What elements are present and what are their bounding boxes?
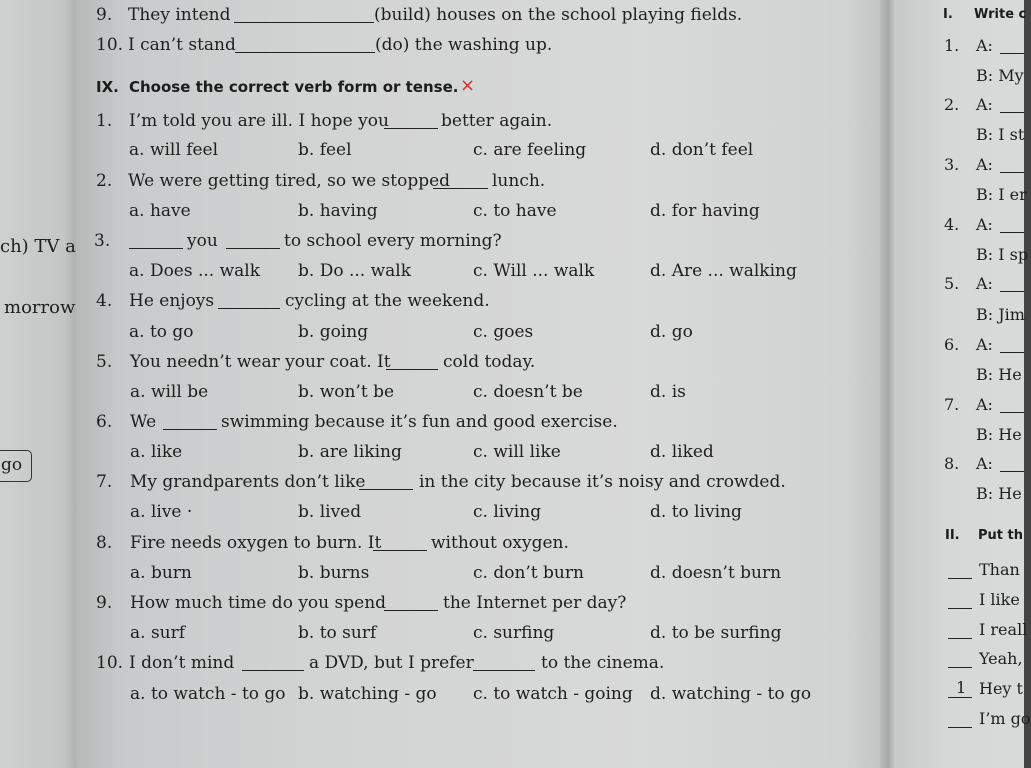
question-text: the Internet per day? xyxy=(443,593,627,613)
option-d[interactable]: d. is xyxy=(650,382,686,402)
option-c[interactable]: c. Will ... walk xyxy=(473,261,595,281)
option-d[interactable]: d. Are ... walking xyxy=(650,261,797,281)
answer-blank[interactable] xyxy=(473,669,535,671)
question-text: a DVD, but I prefer xyxy=(309,653,474,673)
order-blank[interactable] xyxy=(948,726,972,728)
question-text: cycling at the weekend. xyxy=(285,291,490,311)
item-number: 9. xyxy=(96,5,113,25)
option-b[interactable]: b. are liking xyxy=(298,442,402,462)
question-text: to the cinema. xyxy=(541,653,665,673)
dialogue-a: A: xyxy=(976,274,993,293)
order-line-text: I’m go xyxy=(979,709,1031,728)
option-b[interactable]: b. burns xyxy=(298,563,370,583)
section-title: Choose the correct verb form or tense. xyxy=(129,78,459,96)
answer-blank[interactable] xyxy=(1000,351,1024,353)
option-d[interactable]: d. for having xyxy=(650,201,760,221)
order-blank[interactable] xyxy=(948,607,972,609)
question-number: 9. xyxy=(96,593,113,613)
question-text: How much time do you spend xyxy=(130,593,387,613)
red-cross-mark: × xyxy=(460,75,476,96)
question-number: 8. xyxy=(96,533,113,553)
item-text-before: I can’t stand xyxy=(128,35,236,55)
answer-blank[interactable] xyxy=(1000,290,1024,292)
right-section-2-label: II. xyxy=(945,528,960,543)
question-number: 7. xyxy=(96,472,113,492)
dialogue-b: B: My xyxy=(976,66,1024,85)
answer-blank[interactable] xyxy=(1000,111,1024,113)
option-c[interactable]: c. goes xyxy=(473,322,534,342)
option-d[interactable]: d. go xyxy=(650,322,693,342)
question-number: 1. xyxy=(96,111,113,131)
question-text: to school every morning? xyxy=(284,231,502,251)
dialogue-number: 8. xyxy=(944,454,960,473)
dialogue-b: B: Jim xyxy=(976,305,1025,324)
answer-blank[interactable] xyxy=(163,428,217,430)
question-number: 2. xyxy=(96,171,113,191)
question-text: lunch. xyxy=(492,171,546,191)
order-line-text: I like xyxy=(979,590,1020,609)
option-a[interactable]: a. have xyxy=(129,201,191,221)
answer-blank[interactable] xyxy=(386,368,438,370)
right-section-1-label: I. xyxy=(943,7,953,22)
option-b[interactable]: b. to surf xyxy=(298,623,377,643)
question-text: I’m told you are ill. I hope you xyxy=(129,111,389,131)
option-b[interactable]: b. watching - go xyxy=(298,684,437,704)
question-number: 3. xyxy=(94,231,111,251)
right-page xyxy=(894,0,1031,768)
option-b[interactable]: b. feel xyxy=(298,140,352,160)
answer-blank[interactable] xyxy=(1000,171,1024,173)
option-a[interactable]: a. Does ... walk xyxy=(129,261,261,281)
dialogue-number: 5. xyxy=(944,274,960,293)
dialogue-a: A: xyxy=(976,454,993,473)
question-text: I don’t mind xyxy=(129,653,235,673)
option-d[interactable]: d. don’t feel xyxy=(650,140,754,160)
item-text-after: (do) the washing up. xyxy=(375,35,553,55)
answer-blank[interactable] xyxy=(359,488,413,490)
question-text: Fire needs oxygen to burn. It xyxy=(130,533,382,553)
right-section-1-title: Write c xyxy=(974,7,1027,22)
answer-blank[interactable] xyxy=(1000,231,1024,233)
dialogue-a: A: xyxy=(976,36,993,55)
answer-blank[interactable] xyxy=(433,187,488,189)
answer-blank[interactable] xyxy=(384,127,438,129)
question-text: without oxygen. xyxy=(431,533,569,553)
order-line-text: I reall xyxy=(979,620,1028,639)
answer-blank[interactable] xyxy=(218,307,280,309)
answer-blank[interactable] xyxy=(226,247,280,249)
dialogue-number: 7. xyxy=(944,395,960,414)
dialogue-a: A: xyxy=(976,95,993,114)
left-fragment-go: go xyxy=(1,455,23,475)
option-d[interactable]: d. liked xyxy=(650,442,714,462)
order-blank[interactable] xyxy=(948,637,972,639)
question-text: My grandparents don’t like xyxy=(130,472,366,492)
question-number: 10. xyxy=(96,653,124,673)
option-b[interactable]: b. won’t be xyxy=(298,382,395,402)
option-a[interactable]: a. burn xyxy=(130,563,192,583)
question-text: We were getting tired, so we stopped xyxy=(128,171,451,191)
option-c[interactable]: c. don’t burn xyxy=(473,563,584,583)
order-blank[interactable] xyxy=(948,666,972,668)
option-c[interactable]: c. surfing xyxy=(473,623,555,643)
order-line-text: Hey t xyxy=(979,679,1023,698)
answer-blank[interactable] xyxy=(1000,52,1024,54)
dialogue-number: 6. xyxy=(944,335,960,354)
left-fragment-tv: ch) TV a xyxy=(0,236,76,257)
option-a[interactable]: a. like xyxy=(130,442,183,462)
answer-blank[interactable] xyxy=(129,247,183,249)
order-filled-number: 1 xyxy=(956,678,967,697)
dialogue-b: B: He xyxy=(976,365,1022,384)
answer-blank[interactable] xyxy=(234,21,374,23)
left-go-box xyxy=(0,450,32,482)
answer-blank[interactable] xyxy=(242,669,304,671)
option-c[interactable]: c. living xyxy=(473,502,542,522)
dialogue-a: A: xyxy=(976,335,993,354)
dialogue-a: A: xyxy=(976,395,993,414)
option-b[interactable]: b. lived xyxy=(298,502,362,522)
right-section-2-title: Put th xyxy=(978,528,1023,543)
order-line-text: Yeah, xyxy=(979,649,1023,668)
question-number: 5. xyxy=(96,352,113,372)
option-a[interactable]: a. surf xyxy=(130,623,186,643)
option-a[interactable]: a. will feel xyxy=(129,140,219,160)
dialogue-a: A: xyxy=(976,215,993,234)
question-number: 4. xyxy=(96,291,113,311)
item-text-before: They intend xyxy=(128,5,231,25)
answer-blank[interactable] xyxy=(1000,411,1024,413)
dialogue-a: A: xyxy=(976,155,993,174)
left-fragment-tomorrow: morrow xyxy=(4,297,76,318)
question-text: We xyxy=(130,412,157,432)
option-a[interactable]: a. to go xyxy=(129,322,194,342)
option-d[interactable]: d. doesn’t burn xyxy=(650,563,782,583)
question-text: swimming because it’s fun and good exercise. xyxy=(221,412,618,432)
question-text: He enjoys xyxy=(129,291,215,311)
answer-blank[interactable] xyxy=(1000,470,1024,472)
option-d[interactable]: d. watching - to go xyxy=(650,684,812,704)
dialogue-number: 4. xyxy=(944,215,960,234)
question-number: 6. xyxy=(96,412,113,432)
option-d[interactable]: d. to be surfing xyxy=(650,623,782,643)
option-a[interactable]: a. live · xyxy=(130,502,193,522)
question-text: You needn’t wear your coat. It xyxy=(130,352,391,372)
dialogue-number: 2. xyxy=(944,95,960,114)
answer-blank[interactable] xyxy=(384,609,438,611)
answer-blank[interactable] xyxy=(235,51,375,53)
question-text: in the city because it’s noisy and crowded. xyxy=(419,472,786,492)
question-text: you xyxy=(187,231,218,251)
question-text: cold today. xyxy=(443,352,536,372)
option-c[interactable]: c. doesn’t be xyxy=(473,382,583,402)
option-a[interactable]: a. will be xyxy=(130,382,209,402)
item-number: 10. xyxy=(96,35,124,55)
option-c[interactable]: c. to watch - going xyxy=(473,684,633,704)
dialogue-number: 3. xyxy=(944,155,960,174)
option-a[interactable]: a. to watch - to go xyxy=(130,684,286,704)
option-d[interactable]: d. to living xyxy=(650,502,742,522)
answer-blank[interactable] xyxy=(373,549,427,551)
dialogue-number: 1. xyxy=(944,36,960,55)
option-b[interactable]: b. having xyxy=(298,201,378,221)
dialogue-b: B: He xyxy=(976,484,1022,503)
item-text-after: (build) houses on the school playing fields. xyxy=(374,5,743,25)
section-label: IX. xyxy=(96,78,119,96)
left-page xyxy=(0,0,86,768)
dialogue-b: B: I sp xyxy=(976,245,1029,264)
option-c[interactable]: c. are feeling xyxy=(473,140,587,160)
option-c[interactable]: c. will like xyxy=(473,442,561,462)
order-blank[interactable] xyxy=(948,577,972,579)
option-c[interactable]: c. to have xyxy=(473,201,557,221)
option-b[interactable]: b. Do ... walk xyxy=(298,261,411,281)
option-b[interactable]: b. going xyxy=(298,322,369,342)
dialogue-b: B: I er xyxy=(976,185,1027,204)
order-line-text: Than xyxy=(979,560,1020,579)
dialogue-b: B: I st xyxy=(976,125,1025,144)
question-text: better again. xyxy=(441,111,553,131)
dialogue-b: B: He xyxy=(976,425,1022,444)
